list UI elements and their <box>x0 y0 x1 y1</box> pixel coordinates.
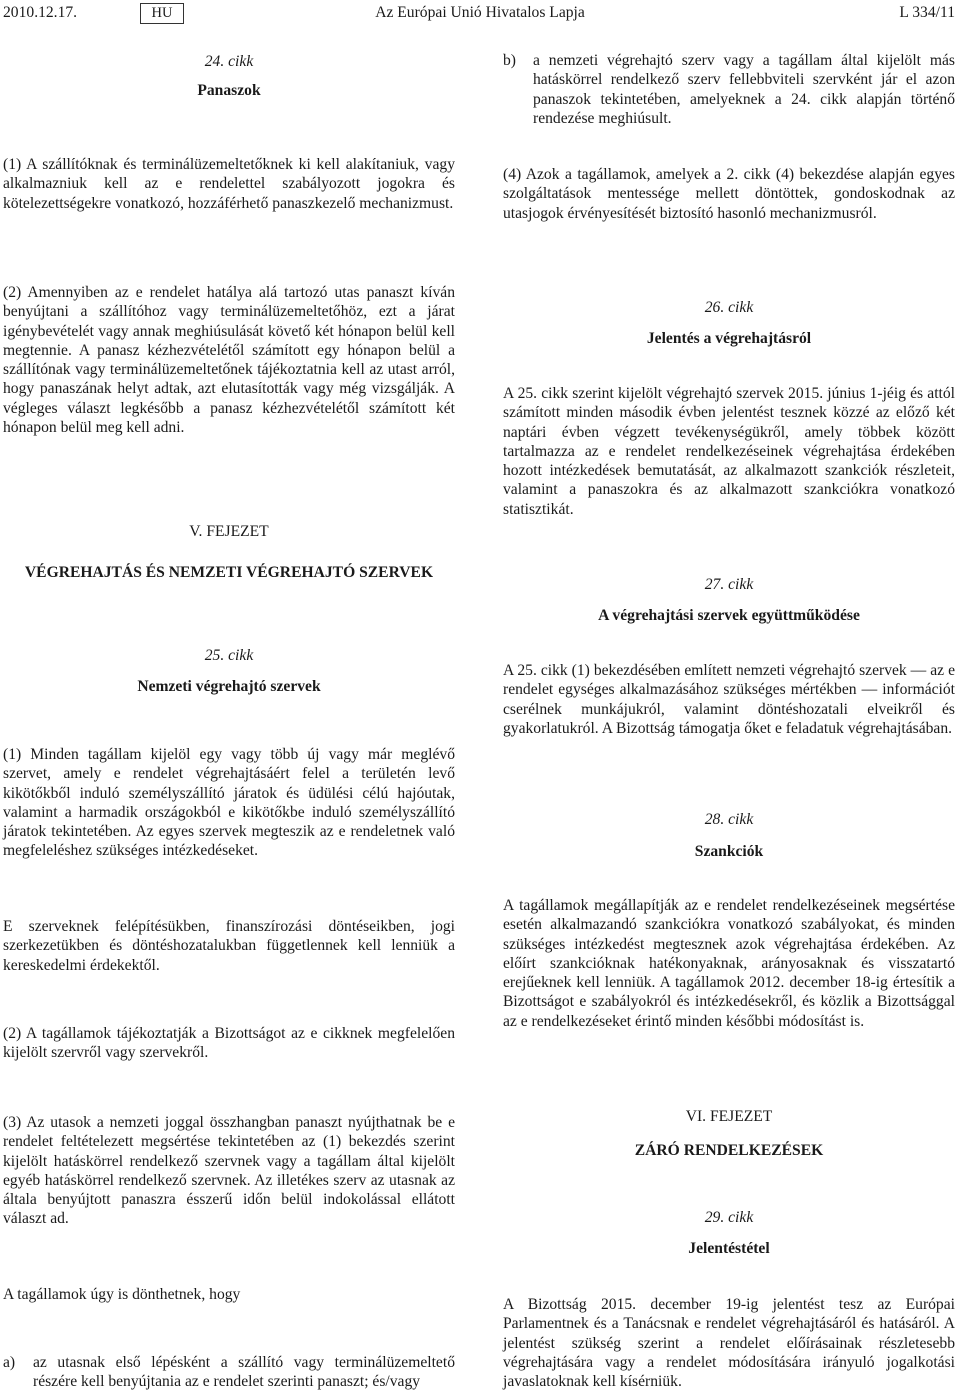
article-26-number: 26. cikk <box>704 299 754 316</box>
article-25-paragraph-1b: E szerveknek felépítésükben, finanszírozási döntéseikben, jogi szerkezetükben és döntéshozatalukban függetlennek kell lenniük a kereskedelmi érdekektől. <box>3 918 455 974</box>
chapter-6-number: VI. FEJEZET <box>685 1108 773 1125</box>
article-28-number: 28. cikk <box>704 811 754 828</box>
article-24-paragraph-2: (2) Amennyiben az e rendelet hatálya alá tartozó utas panaszt kíván benyújtani a szállítóhoz vagy terminálüzemeltetőhöz, ezt a járat igénybevételét vagy annak meghiúsulását követő két hónapon belül kell megtennie. A panasz kézhezvételétől számított egy hónapon belül a szállítónak vagy terminálüzemeltetőnek tájékoztatnia kell az utast arról, hogy panaszának helyt adtak, azt elutasították vagy még vizsgálják. A végleges választ legkésőbb a panasz kézhezvételétől számított két hónapon belül meg kell adni. <box>3 284 455 437</box>
article-25-paragraph-1: (1) Minden tagállam kijelöl egy vagy több új vagy már meglévő szervet, amely e rendelet végrehajtásáért felel a területén levő kikötőkből induló személyszállító járatok és üdülési célú hajóutak, valamint a harmadik országokból e kikötőkbe induló személyszállító járatok tekintetében. Az egyes szervek megteszik az e rendeletnek való megfeleléshez szükséges intézkedéseket. <box>3 746 455 860</box>
article-26-paragraph: A 25. cikk szerint kijelölt végrehajtó szervek 2015. június 1-jéig és attól számított minden második évben jelentést tesznek közzé az előző két naptári évben végzett tevékenységükről, amely többek között tartalmazza az e rendelet rendelkezéseinek végrehajtása érdekében hozott intézkedések bemutatását, az alkalmazott szankciók részleteit, valamint a panaszokra és az alkalmazott szankciókra vonatkozó statisztikát. <box>503 385 955 518</box>
article-27-title: A végrehajtási szervek együttműködése <box>598 607 860 624</box>
publication-date: 2010.12.17. <box>3 4 78 21</box>
article-29-title: Jelentéstétel <box>688 1240 770 1257</box>
list-item-b-label: b) <box>503 52 516 69</box>
list-item-a-label: a) <box>3 1354 16 1371</box>
article-28-paragraph: A tagállamok megállapítják az e rendelet rendelkezéseinek megsértése esetén alkalmazandó szankciókra vonatkozó szabályokat, és minden szükséges intézkedést megtesznek azok végrehajtása érdekében. Az előírt szankcióknak hatékonyaknak, arányosaknak és visszatartó erejűeknek kell lenniük. A tagállamok 2012. december 18-ig értesítik a Bizottságot e szabályokról és intézkedésekről, és közlik a Bizottsággal az e rendelkezéseket érintő minden későbbi módosítást is. <box>503 897 955 1030</box>
article-29-paragraph: A Bizottság 2015. december 19-ig jelentést tesz az Európai Parlamentnek és a Tanácsnak e rendelet végrehajtásáról és hatásáról. A jelentést szükség szerint a rendelet előírásainak részletesebb végrehajtására vagy a rendelet módosítására irányuló jogalkotási javaslatoknak kell kísérniük. <box>503 1296 955 1391</box>
article-27-number: 27. cikk <box>704 576 754 593</box>
list-item-a-text: az utasnak első lépésként a szállító vagy terminálüzemeltető részére kell benyújtania az e rendelet szerinti panaszt; és/vagy <box>33 1354 455 1391</box>
article-27-paragraph: A 25. cikk (1) bekezdésében említett nemzeti végrehajtó szervek — az e rendelet egységes alkalmazásához szükséges mértékben — információt cserélnek munkájukról, valamint döntéshozatali elveikről és gyakorlatukról. A Bizottság támogatja őket e feladatuk végrehajtásában. <box>503 662 955 737</box>
chapter-5-title: VÉGREHAJTÁS ÉS NEMZETI VÉGREHAJTÓ SZERVEK <box>24 564 434 581</box>
article-28-title: Szankciók <box>694 843 764 860</box>
article-25-paragraph-2: (2) A tagállamok tájékoztatják a Bizottságot az e cikknek megfelelően kijelölt szervről vagy szervekről. <box>3 1025 455 1062</box>
list-item-a <box>3 1353 455 1392</box>
article-24-number: 24. cikk <box>204 53 254 70</box>
journal-title: Az Európai Unió Hivatalos Lapja <box>375 4 585 21</box>
article-29-number: 29. cikk <box>704 1209 754 1226</box>
page-header <box>0 3 960 25</box>
article-25-paragraph-3: (3) Az utasok a nemzeti joggal összhangban panaszt nyújthatnak be e rendelet feltételezett megsértése tekintetében az (1) bekezdés szerint kijelölt hatáskörrel rendelkező szervnek vagy a tagállam által kijelölt egyéb hatáskörrel rendelkező szervnek. Az illetékes szerv az utasnak az általa benyújtott panaszra ésszerű időn belül indokolással ellátott választ ad. <box>3 1114 455 1228</box>
chapter-5-number: V. FEJEZET <box>189 523 269 540</box>
article-25-title: Nemzeti végrehajtó szervek <box>137 678 321 695</box>
article-25-paragraph-3b: A tagállamok úgy is dönthetnek, hogy <box>3 1286 241 1303</box>
article-24-paragraph-1: (1) A szállítóknak és terminálüzemeltetőknek ki kell alakítaniuk, vagy alkalmazniuk kell az e rendelettel szabályozott jogokra és kötelezettségekre vonatkozó, hozzáférhető panaszkezelő mechanizmust. <box>3 156 455 212</box>
chapter-6-title: ZÁRÓ RENDELKEZÉSEK <box>634 1142 824 1159</box>
article-24-title: Panaszok <box>197 82 261 99</box>
page-reference: L 334/11 <box>899 4 955 21</box>
list-item-b <box>503 51 955 128</box>
article-25-paragraph-4: (4) Azok a tagállamok, amelyek a 2. cikk (4) bekezdése alapján egyes szolgáltatások mentessége mellett döntöttek, gondoskodnak az utasjogok érvényesítését biztosító hasonló mechanizmusról. <box>503 166 955 222</box>
list-item-b-text: a nemzeti végrehajtó szerv vagy a tagállam által kijelölt más hatáskörrel rendelkező szerv fellebbviteli szervként jár el azon panaszok tekintetében, amelyeknek a 24. cikk alapján történő rendezése meghiúsult. <box>533 52 955 127</box>
article-26-title: Jelentés a végrehajtásról <box>646 330 812 347</box>
article-25-number: 25. cikk <box>204 647 254 664</box>
language-badge: HU <box>140 3 184 24</box>
